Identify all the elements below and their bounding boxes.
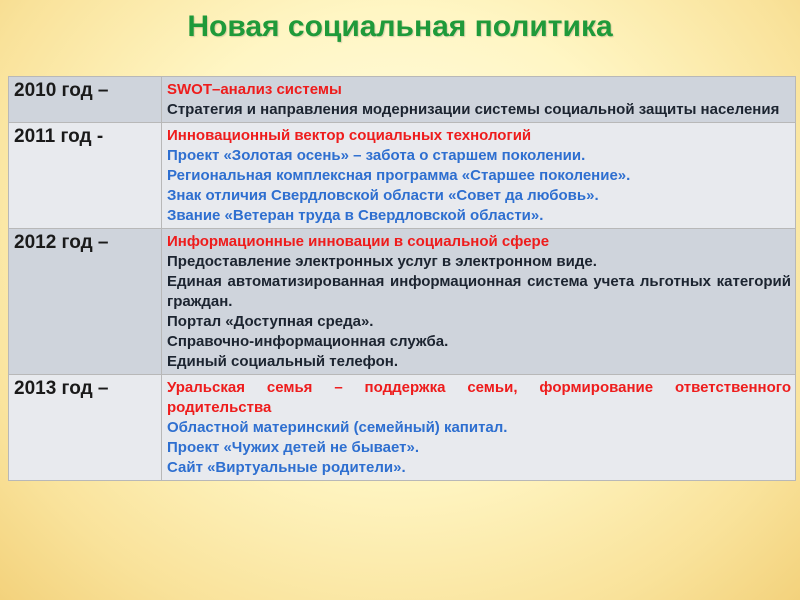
policy-table: [8, 76, 796, 481]
list-item: Стратегия и направления модернизации системы социальной защиты населения: [167, 101, 780, 118]
table-row-2013: [9, 375, 796, 481]
content-cell: [162, 77, 796, 123]
list-item: Проект «Золотая осень» – забота о старшем поколении.: [167, 147, 586, 164]
list-item: Предоставление электронных услуг в электронном виде.: [167, 253, 597, 270]
year-cell: 2011 год -: [9, 123, 162, 229]
content-cell: [162, 229, 796, 375]
section-heading: Информационные инновации в социальной сфере: [167, 233, 550, 250]
list-item: Единая автоматизированная информационная система учета льготных категорий граждан.: [167, 273, 791, 310]
table-row-2011: [9, 123, 796, 229]
list-item: Справочно-информационная служба.: [167, 333, 449, 350]
section-heading: Уральская семья – поддержка семьи, формирование ответственного родительства: [167, 379, 791, 416]
table-row-2012: [9, 229, 796, 375]
list-item: Проект «Чужих детей не бывает».: [167, 439, 419, 456]
list-item: Сайт «Виртуальные родители».: [167, 459, 406, 476]
content-cell: [162, 375, 796, 481]
list-item: Региональная комплексная программа «Старшее поколение».: [167, 167, 631, 184]
list-item: Единый социальный телефон.: [167, 353, 398, 370]
content-cell: [162, 123, 796, 229]
slide-title: Новая социальная политика: [187, 10, 613, 43]
list-item: Знак отличия Свердловской области «Совет да любовь».: [167, 187, 599, 204]
list-item: Портал «Доступная среда».: [167, 313, 374, 330]
table-row-2010: [9, 77, 796, 123]
list-item: Звание «Ветеран труда в Свердловской области».: [167, 207, 544, 224]
year-cell: 2010 год –: [9, 77, 162, 123]
year-cell: 2012 год –: [9, 229, 162, 375]
year-cell: 2013 год –: [9, 375, 162, 481]
section-heading: SWOT–анализ системы: [167, 81, 342, 98]
list-item: Областной материнский (семейный) капитал.: [167, 419, 508, 436]
section-heading: Инновационный вектор социальных технологий: [167, 127, 532, 144]
